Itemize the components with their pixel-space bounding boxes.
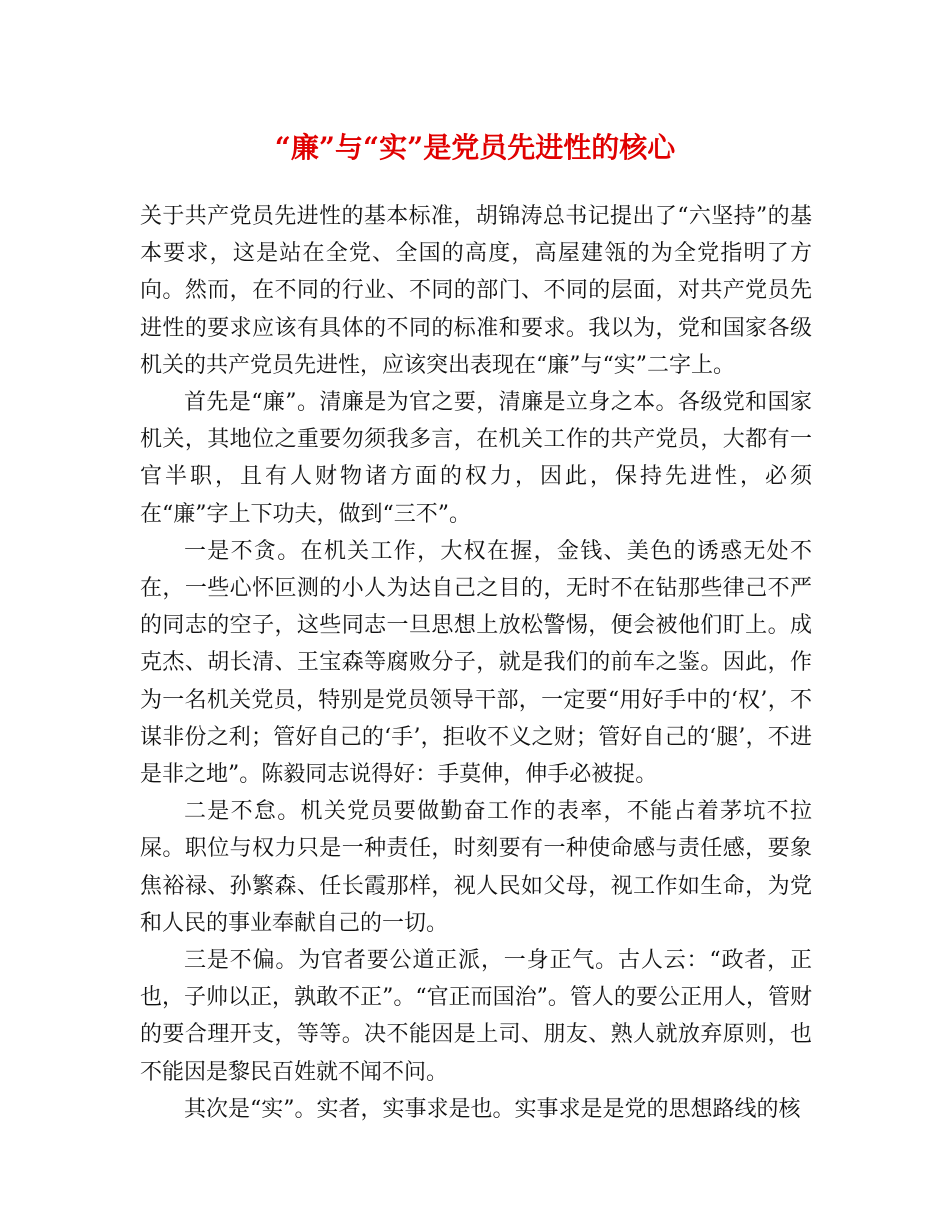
paragraph-lian: 首先是“廉”。清廉是为官之要，清廉是立身之本。各级党和国家机关，其地位之重要勿须我多言，在机关工作的共产党员，大都有一官半职，且有人财物诸方面的权力，因此，保持先进性，必须在“廉”字上下功夫，做到“三不”。 [140, 390, 812, 527]
document-body [140, 198, 812, 1128]
paragraph-bu-pian: 三是不偏。为官者要公道正派，一身正气。古人云：“政者，正也，子帅以正，孰敢不正”。“官正而国治”。管人的要公正用人，管财的要合理开支，等等。决不能因是上司、朋友、熟人就放弃原则，也不能因是黎民百姓就不闻不问。 [140, 948, 812, 1085]
paragraph-bu-dai: 二是不怠。机关党员要做勤奋工作的表率，不能占着茅坑不拉屎。职位与权力只是一种责任，时刻要有一种使命感与责任感，要象焦裕禄、孙繁森、任长霞那样，视人民如父母，视工作如生命，为党和人民的事业奉献自己的一切。 [140, 799, 812, 936]
paragraph-bu-tan: 一是不贪。在机关工作，大权在握，金钱、美色的诱惑无处不在，一些心怀叵测的小人为达自己之目的，无时不在钻那些律己不严的同志的空子，这些同志一旦思想上放松警惕，便会被他们盯上。成克杰、胡长清、王宝森等腐败分子，就是我们的前车之鉴。因此，作为一名机关党员，特别是党员领导干部，一定要“用好手中的‘权’，不谋非份之利；管好自己的‘手’，拒收不义之财；管好自己的‘腿’，不进是非之地”。陈毅同志说得好：手莫伸，伸手必被捉。 [140, 538, 812, 788]
document-title: “廉”与“实”是党员先进性的核心 [274, 131, 676, 164]
paragraph-shi: 其次是“实”。实者，实事求是也。实事求是是党的思想路线的核 [184, 1096, 801, 1122]
paragraph-intro: 关于共产党员先进性的基本标准，胡锦涛总书记提出了“六坚持”的基本要求，这是站在全党、全国的高度，高屋建瓴的为全党指明了方向。然而，在不同的行业、不同的部门、不同的层面，对共产党员先进性的要求应该有具体的不同的标准和要求。我以为，党和国家各级机关的共产党员先进性，应该突出表现在“廉”与“实”二字上。 [140, 204, 812, 378]
